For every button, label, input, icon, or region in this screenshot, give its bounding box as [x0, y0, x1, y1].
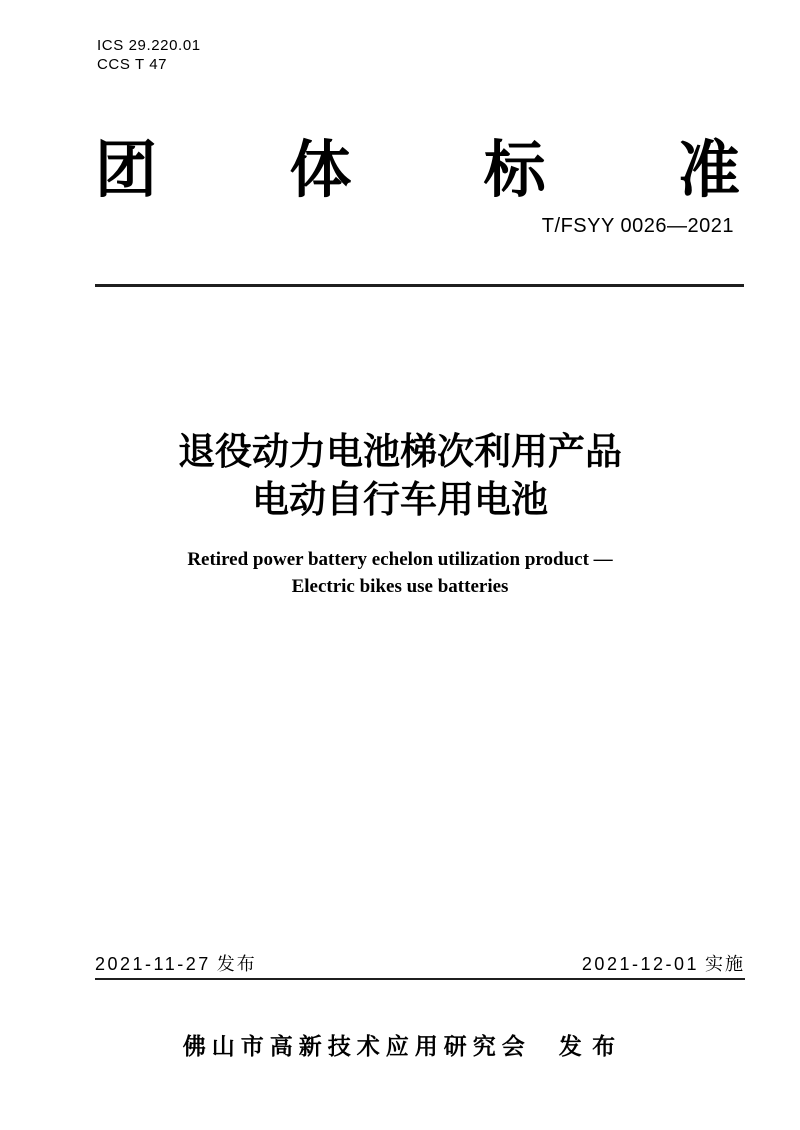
- dates-row: [95, 954, 745, 980]
- document-title-cn-line2: 电动自行车用电池: [252, 479, 548, 520]
- document-title-en-line2: Electric bikes use batteries: [291, 576, 509, 597]
- document-title-en-line1: Retired power battery echelon utilization product —: [187, 549, 613, 570]
- standard-type-char: 团: [95, 136, 158, 205]
- standard-type-title: [95, 136, 740, 205]
- issue-date: [95, 954, 257, 975]
- standard-type-char: 标: [483, 136, 546, 205]
- implementation-date-value: 2021-12-01: [581, 954, 699, 974]
- document-title-en: [0, 546, 800, 600]
- standard-type-char: 体: [289, 136, 352, 205]
- issue-date-label: 发布: [216, 954, 257, 974]
- issue-date-value: 2021-11-27: [95, 954, 211, 974]
- publisher-line: [0, 1028, 800, 1061]
- header-divider: [95, 284, 744, 287]
- ics-ccs-block: [97, 36, 201, 74]
- implementation-date-label: 实施: [705, 954, 745, 974]
- ics-code: ICS 29.220.01: [97, 37, 201, 54]
- ccs-code: CCS T 47: [97, 56, 168, 73]
- standard-number: T/FSYY 0026—2021: [541, 215, 734, 237]
- standard-type-char: 准: [677, 136, 740, 205]
- publisher-name: 佛山市高新技术应用研究会: [182, 1033, 531, 1059]
- document-title-cn-line1: 退役动力电池梯次利用产品: [178, 431, 622, 472]
- implementation-date: [582, 954, 745, 975]
- document-title-cn: [0, 428, 800, 524]
- publish-action-label: 发 布: [558, 1033, 618, 1059]
